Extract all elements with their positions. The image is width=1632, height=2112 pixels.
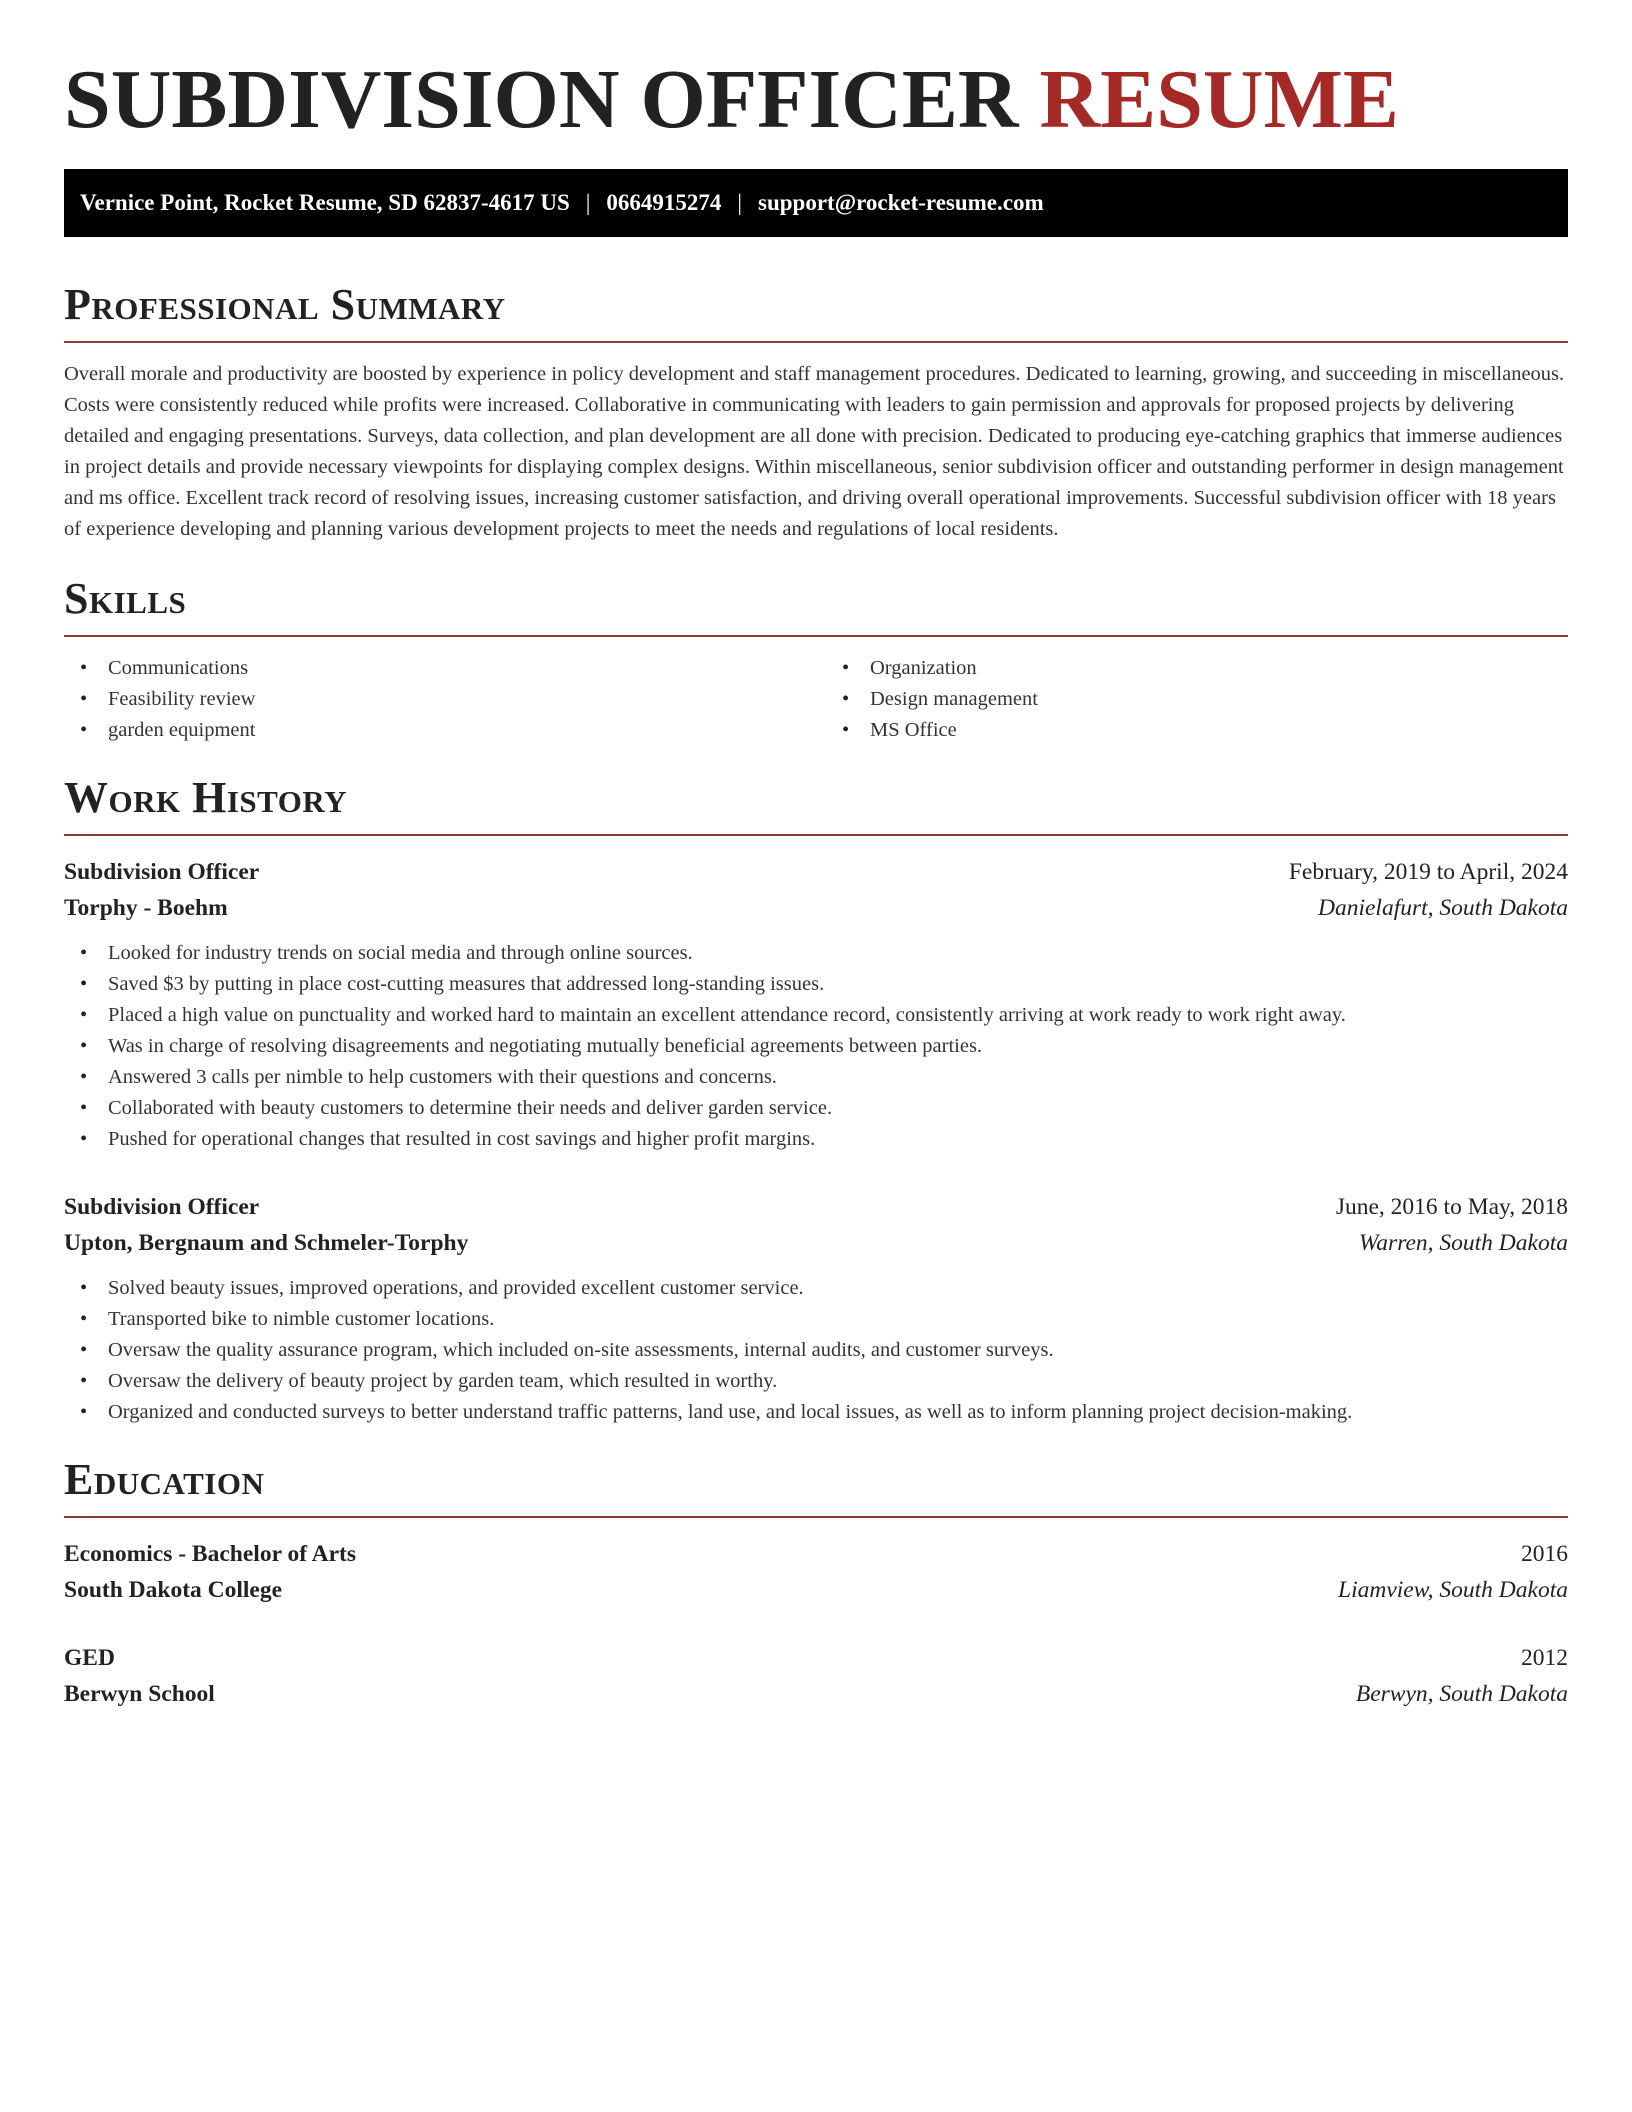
contact-phone: 0664915274 xyxy=(606,189,722,215)
skill-item: • Design management xyxy=(826,684,1568,715)
work-heading: Work History xyxy=(64,776,1568,836)
contact-separator: | xyxy=(737,189,742,215)
job-bullet: • Solved beauty issues, improved operations, and provided excellent customer service. xyxy=(64,1273,1568,1304)
job-bullet: • Was in charge of resolving disagreements and negotiating mutually beneficial agreements between parties. xyxy=(64,1031,1568,1062)
job-company-row xyxy=(64,890,1568,926)
job-bullet: • Placed a high value on punctuality and worked hard to maintain an excellent attendance record, consistently arriving at work ready to work right away. xyxy=(64,1000,1568,1031)
work-section xyxy=(64,772,1568,1428)
skills-heading: Skills xyxy=(64,577,1568,637)
job-bullet: • Pushed for operational changes that resulted in cost savings and higher profit margins. xyxy=(64,1124,1568,1155)
skill-item: • Feasibility review xyxy=(64,684,806,715)
contact-email: support@rocket-resume.com xyxy=(758,189,1044,215)
contact-address: Vernice Point, Rocket Resume, SD 62837-4617 US xyxy=(80,189,570,215)
summary-section xyxy=(64,279,1568,545)
title-main: SUBDIVISION OFFICER xyxy=(64,53,1019,146)
job-title: Subdivision Officer xyxy=(64,858,260,885)
job-header-row xyxy=(64,1189,1568,1225)
education-degree-row xyxy=(64,1640,1568,1676)
job-bullet: • Collaborated with beauty customers to determine their needs and deliver garden service. xyxy=(64,1093,1568,1124)
job-bullet: • Looked for industry trends on social media and through online sources. xyxy=(64,938,1568,969)
education-degree: GED xyxy=(64,1644,115,1671)
education-school: South Dakota College xyxy=(64,1576,283,1603)
education-degree: Economics - Bachelor of Arts xyxy=(64,1540,356,1567)
job-dates: June, 2016 to May, 2018 xyxy=(1335,1193,1568,1220)
job-bullets xyxy=(64,1273,1568,1428)
job-header-row xyxy=(64,854,1568,890)
job-title: Subdivision Officer xyxy=(64,1193,260,1220)
job-bullets xyxy=(64,938,1568,1155)
job-company: Torphy - Boehm xyxy=(64,894,228,921)
education-year: 2016 xyxy=(1521,1540,1568,1567)
job-entry xyxy=(64,1189,1568,1428)
job-company-row xyxy=(64,1225,1568,1261)
job-location: Warren, South Dakota xyxy=(1358,1229,1568,1256)
skill-item: • MS Office xyxy=(826,715,1568,746)
job-company: Upton, Bergnaum and Schmeler-Torphy xyxy=(64,1229,469,1256)
job-bullet: • Saved $3 by putting in place cost-cutting measures that addressed long-standing issues. xyxy=(64,969,1568,1000)
job-bullet: • Transported bike to nimble customer locations. xyxy=(64,1304,1568,1335)
summary-text: Overall morale and productivity are boosted by experience in policy development and staff management procedures. Dedicated to learning, growing, and succeeding in miscellaneous. Costs were consistently reduced while profits were increased. Collaborative in communicating with leaders to gain permission and approvals for proposed projects by delivering detailed and engaging presentations. Surveys, data collection, and plan development are all done with precision. Dedicated to producing eye-catching graphics that immerse audiences in project details and provide necessary viewpoints for displaying complex designs. Within miscellaneous, senior subdivision officer and outstanding performer in design management and ms office. Excellent track record of resolving issues, increasing customer satisfaction, and driving overall operational improvements. Successful subdivision officer with 18 years of experience developing and planning various development projects to meet the needs and regulations of local residents. xyxy=(64,362,1565,540)
skills-grid xyxy=(64,653,1568,746)
skills-list-left xyxy=(64,653,806,746)
education-year: 2012 xyxy=(1521,1644,1568,1671)
education-heading: Education xyxy=(64,1458,1568,1518)
skill-item: • garden equipment xyxy=(64,715,806,746)
job-bullet: • Organized and conducted surveys to better understand traffic patterns, land use, and local issues, as well as to inform planning project decision-making. xyxy=(64,1397,1568,1428)
skills-list-right xyxy=(826,653,1568,746)
education-entry xyxy=(64,1640,1568,1712)
education-school: Berwyn School xyxy=(64,1680,215,1707)
education-entry xyxy=(64,1536,1568,1608)
job-bullet: • Oversaw the quality assurance program, which included on-site assessments, internal audits, and customer surveys. xyxy=(64,1335,1568,1366)
skills-section xyxy=(64,573,1568,746)
contact-bar xyxy=(64,169,1568,237)
education-school-row xyxy=(64,1676,1568,1712)
skill-item: • Communications xyxy=(64,653,806,684)
contact-separator: | xyxy=(585,189,591,215)
summary-heading: Professional Summary xyxy=(64,283,1568,343)
job-bullet: • Oversaw the delivery of beauty project by garden team, which resulted in worthy. xyxy=(64,1366,1568,1397)
title-accent: RESUME xyxy=(1039,53,1399,146)
resume-title xyxy=(64,52,1568,149)
education-location: Berwyn, South Dakota xyxy=(1355,1680,1568,1707)
job-entry xyxy=(64,854,1568,1155)
job-bullet: • Answered 3 calls per nimble to help customers with their questions and concerns. xyxy=(64,1062,1568,1093)
education-degree-row xyxy=(64,1536,1568,1572)
skill-item: • Organization xyxy=(826,653,1568,684)
job-dates: February, 2019 to April, 2024 xyxy=(1288,858,1568,885)
education-section xyxy=(64,1454,1568,1712)
education-school-row xyxy=(64,1572,1568,1608)
job-location: Danielafurt, South Dakota xyxy=(1318,894,1568,921)
education-location: Liamview, South Dakota xyxy=(1338,1576,1568,1603)
